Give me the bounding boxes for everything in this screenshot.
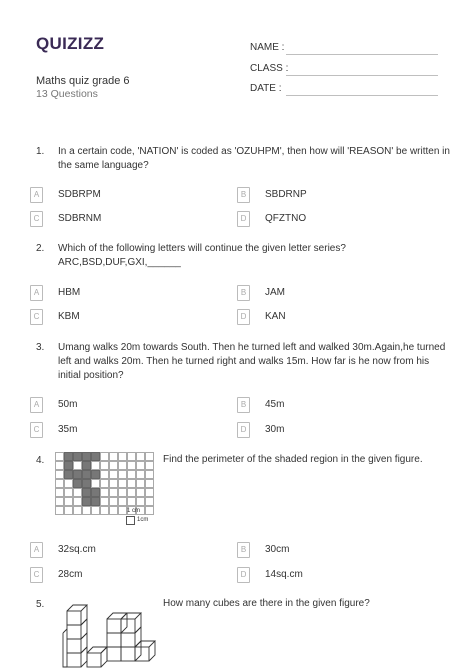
grid-cell — [127, 488, 136, 497]
grid-cell — [100, 470, 109, 479]
grid-cell — [118, 470, 127, 479]
shaded-grid-figure — [55, 452, 155, 527]
grid-cell — [136, 452, 145, 461]
question-text — [58, 145, 450, 173]
grid-cell — [136, 461, 145, 470]
option-letter-box[interactable]: C — [30, 567, 43, 583]
grid-cell — [100, 452, 109, 461]
grid-cell — [136, 497, 145, 506]
grid-cell — [55, 470, 64, 479]
grid-cell — [109, 506, 118, 515]
grid-cell — [145, 488, 154, 497]
option-text[interactable]: SDBRNM — [58, 213, 102, 224]
option-text[interactable]: 50m — [58, 399, 78, 410]
option-text[interactable]: KAN — [265, 311, 286, 322]
option-letter-box[interactable]: A — [30, 285, 43, 301]
grid-cell — [109, 497, 118, 506]
grid-cell — [127, 479, 136, 488]
question-text: Find the perimeter of the shaded region in the given figure. — [163, 454, 423, 465]
option-text[interactable]: JAM — [265, 287, 285, 298]
grid-cell — [145, 479, 154, 488]
grid-cell — [64, 506, 73, 515]
grid-cell-shaded — [64, 452, 73, 461]
grid-cell-shaded — [73, 479, 82, 488]
option-letter-box[interactable]: C — [30, 309, 43, 325]
grid-cell-shaded — [82, 488, 91, 497]
brand-logo: QUIZIZZ — [36, 34, 105, 53]
option-text[interactable]: 30m — [265, 424, 285, 435]
grid-cell-shaded — [91, 470, 100, 479]
question-count: 13 Questions — [36, 88, 98, 100]
question-line: ARC,BSD,DUF,GXI,______ — [58, 257, 181, 268]
question-line: the same language? — [58, 160, 149, 171]
option-text[interactable]: QFZTNO — [265, 213, 307, 224]
grid-cell-shaded — [91, 452, 100, 461]
grid-cell-shaded — [73, 470, 82, 479]
grid-cell-shaded — [73, 452, 82, 461]
grid-cell-shaded — [91, 488, 100, 497]
option-text[interactable]: 28cm — [58, 569, 83, 580]
grid-cell — [145, 461, 154, 470]
grid-cell — [118, 488, 127, 497]
grid-cell — [73, 497, 82, 506]
scale-square — [126, 516, 135, 525]
question-number: 4. — [36, 455, 45, 466]
class-field[interactable] — [286, 75, 438, 76]
grid-cell — [64, 497, 73, 506]
option-text[interactable]: 45m — [265, 399, 285, 410]
option-text[interactable]: HBM — [58, 287, 81, 298]
grid-cell — [55, 461, 64, 470]
option-letter-box[interactable]: A — [30, 542, 43, 558]
grid-cell — [55, 497, 64, 506]
option-letter-box[interactable]: B — [237, 397, 250, 413]
question-text: How many cubes are there in the given figure? — [163, 598, 370, 609]
grid-cell-shaded — [64, 470, 73, 479]
option-text[interactable]: 14sq.cm — [265, 569, 303, 580]
grid-cell — [127, 452, 136, 461]
grid-cell-shaded — [82, 479, 91, 488]
grid-cell — [64, 488, 73, 497]
quiz-title: Maths quiz grade 6 — [36, 75, 130, 87]
grid-cell-shaded — [82, 470, 91, 479]
grid-cell-shaded — [91, 497, 100, 506]
grid-cell-shaded — [64, 461, 73, 470]
question-line: Which of the following letters will continue the given letter series? — [58, 243, 346, 254]
option-text[interactable]: KBM — [58, 311, 80, 322]
question-line: In a certain code, 'NATION' is coded as 'OZUHPM', then how will 'REASON' be written in — [58, 146, 450, 157]
grid-cell — [91, 506, 100, 515]
grid-cell — [145, 470, 154, 479]
grid-cell — [100, 506, 109, 515]
grid-cell — [136, 470, 145, 479]
option-letter-box[interactable]: C — [30, 211, 43, 227]
option-letter-box[interactable]: D — [237, 567, 250, 583]
option-letter-box[interactable]: B — [237, 187, 250, 203]
option-text[interactable]: SDBRPM — [58, 189, 101, 200]
grid-cell — [91, 461, 100, 470]
grid-cell — [55, 452, 64, 461]
grid-cell — [64, 479, 73, 488]
grid-cell — [55, 488, 64, 497]
option-letter-box[interactable]: D — [237, 211, 250, 227]
question-number: 3. — [36, 342, 45, 353]
option-letter-box[interactable]: D — [237, 309, 250, 325]
name-label: NAME : — [250, 42, 285, 53]
grid-cell — [100, 461, 109, 470]
grid-cell — [109, 488, 118, 497]
grid-cell — [109, 452, 118, 461]
grid-cell — [100, 479, 109, 488]
grid-cell — [118, 461, 127, 470]
grid-cell-shaded — [82, 461, 91, 470]
option-text[interactable]: SBDRNP — [265, 189, 307, 200]
question-number: 1. — [36, 146, 45, 157]
grid-cell — [73, 461, 82, 470]
option-text[interactable]: 30cm — [265, 544, 290, 555]
question-line: left and walks 20m. Then he turned right and walks 15m. How far is he now from his — [58, 356, 430, 367]
option-letter-box[interactable]: B — [237, 285, 250, 301]
grid-cell — [109, 470, 118, 479]
grid-cell — [91, 479, 100, 488]
grid-cell — [136, 488, 145, 497]
cube-stack-figure — [55, 593, 160, 670]
option-text[interactable]: 32sq.cm — [58, 544, 96, 555]
option-letter-box[interactable]: D — [237, 422, 250, 438]
class-label: CLASS : — [250, 63, 289, 74]
question-number: 2. — [36, 243, 45, 254]
grid-cell — [145, 506, 154, 515]
grid-cell — [118, 506, 127, 515]
grid-cell-shaded — [82, 452, 91, 461]
grid-cell — [145, 497, 154, 506]
grid-cell — [127, 497, 136, 506]
grid-cell — [82, 506, 91, 515]
option-text[interactable]: 35m — [58, 424, 78, 435]
grid-cell — [73, 506, 82, 515]
question-number: 5. — [36, 599, 45, 610]
grid-cell — [127, 461, 136, 470]
scale-label-side: 1cm — [137, 517, 149, 523]
grid-cell-shaded — [82, 497, 91, 506]
grid-cell — [118, 497, 127, 506]
grid-cell — [73, 488, 82, 497]
grid-cell — [118, 479, 127, 488]
question-line: initial position? — [58, 370, 124, 381]
question-text — [58, 341, 445, 383]
date-label: DATE : — [250, 83, 282, 94]
question-line: Umang walks 20m towards South. Then he turned left and walked 30m.Again,he turned — [58, 342, 446, 353]
option-letter-box[interactable]: A — [30, 187, 43, 203]
option-letter-box[interactable]: B — [237, 542, 250, 558]
option-letter-box[interactable]: A — [30, 397, 43, 413]
date-field[interactable] — [286, 95, 438, 96]
grid-cell — [100, 497, 109, 506]
grid-cell — [145, 452, 154, 461]
grid-cell — [127, 470, 136, 479]
question-text — [58, 242, 346, 270]
grid-cell — [100, 488, 109, 497]
grid-cell — [136, 479, 145, 488]
grid-cell — [109, 479, 118, 488]
grid-cell — [118, 452, 127, 461]
grid-cell — [55, 506, 64, 515]
grid-cell — [109, 461, 118, 470]
scale-label-top: 1 cm — [127, 508, 141, 514]
name-field[interactable] — [286, 54, 438, 55]
option-letter-box[interactable]: C — [30, 422, 43, 438]
grid-cell — [55, 479, 64, 488]
